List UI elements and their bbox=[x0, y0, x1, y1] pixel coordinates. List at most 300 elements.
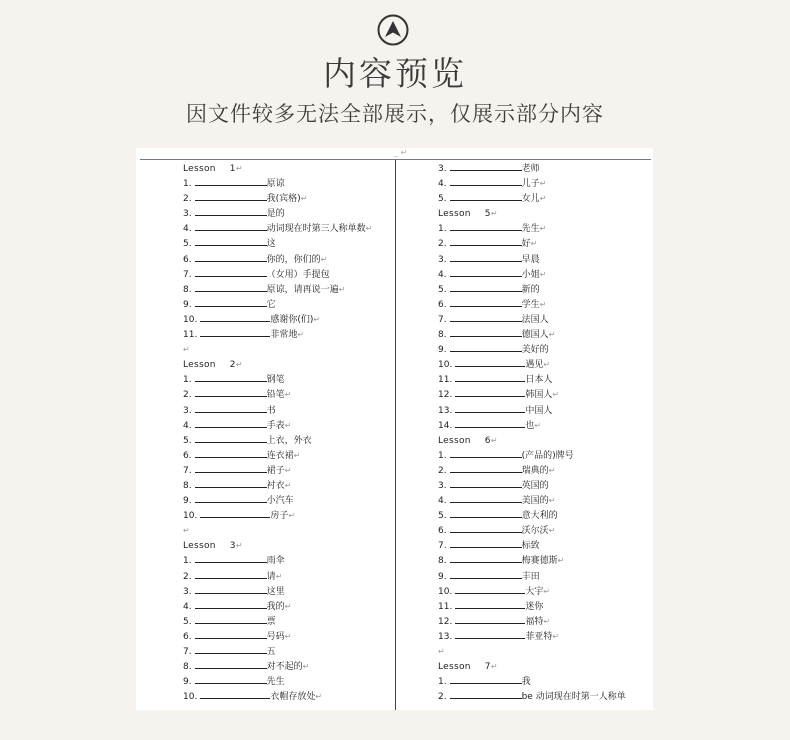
item-number: 5. bbox=[183, 616, 192, 627]
item-number: 6. bbox=[183, 254, 192, 265]
item-number: 5. bbox=[438, 284, 447, 295]
item-meaning: 它 bbox=[266, 299, 276, 310]
item-meaning: 是的 bbox=[266, 209, 285, 220]
return-mark: ↵ bbox=[543, 616, 551, 626]
item-number: 8. bbox=[183, 662, 192, 673]
item-meaning: 对不起的 bbox=[266, 662, 303, 673]
exercise-item bbox=[438, 297, 650, 312]
item-meaning: 原谅，请再说一遍 bbox=[266, 284, 339, 295]
item-number: 9. bbox=[438, 571, 447, 582]
return-mark: ↵ bbox=[320, 254, 328, 264]
item-number: 1. bbox=[183, 179, 192, 190]
item-meaning: 铅笔 bbox=[266, 390, 285, 401]
item-number: 8. bbox=[438, 556, 447, 567]
exercise-item bbox=[183, 267, 393, 282]
lesson-number: 1 bbox=[229, 164, 236, 174]
item-meaning: 衬衣 bbox=[266, 480, 285, 491]
exercise-item bbox=[438, 523, 650, 538]
exercise-item bbox=[438, 629, 650, 644]
item-meaning: 法国人 bbox=[521, 314, 549, 325]
answer-blank bbox=[195, 206, 267, 216]
answer-blank bbox=[200, 312, 270, 322]
item-meaning: 雨伞 bbox=[266, 556, 285, 567]
exercise-item bbox=[183, 463, 393, 478]
item-number: 6. bbox=[183, 450, 192, 461]
item-number: 7. bbox=[183, 269, 192, 280]
right-column bbox=[438, 161, 650, 704]
return-mark: ↵ bbox=[543, 360, 551, 370]
answer-blank bbox=[200, 508, 270, 518]
return-mark: ↵ bbox=[539, 269, 547, 279]
return-mark: ↵ bbox=[235, 541, 243, 551]
item-number: 9. bbox=[438, 345, 447, 356]
exercise-item bbox=[438, 387, 650, 402]
exercise-item bbox=[183, 599, 393, 614]
exercise-item bbox=[438, 493, 650, 508]
return-mark: ↵ bbox=[365, 224, 373, 234]
exercise-item bbox=[438, 161, 650, 176]
return-mark: ↵ bbox=[284, 390, 292, 400]
exercise-item bbox=[438, 689, 650, 704]
lesson-heading bbox=[438, 206, 650, 221]
exercise-item bbox=[438, 236, 650, 251]
item-meaning: 先生 bbox=[266, 677, 285, 688]
lesson-label: Lesson bbox=[438, 209, 471, 220]
answer-blank bbox=[200, 327, 270, 337]
exercise-item bbox=[438, 584, 650, 599]
return-mark: ↵ bbox=[539, 299, 547, 309]
answer-blank bbox=[450, 523, 522, 533]
exercise-item bbox=[438, 221, 650, 236]
lesson-number: 5 bbox=[484, 209, 491, 220]
exercise-item bbox=[183, 584, 393, 599]
return-mark: ↵ bbox=[338, 284, 346, 294]
return-mark: ↵ bbox=[548, 330, 556, 340]
item-meaning: 也 bbox=[525, 420, 535, 431]
return-mark: ↵ bbox=[288, 511, 296, 521]
item-number: 9. bbox=[183, 496, 192, 507]
item-number: 12. bbox=[438, 616, 453, 627]
exercise-item bbox=[438, 357, 650, 372]
answer-blank bbox=[195, 403, 267, 413]
empty-line bbox=[183, 523, 393, 538]
item-meaning: 我(宾格) bbox=[266, 194, 301, 205]
item-meaning: 美国的 bbox=[521, 496, 549, 507]
item-meaning: 大宇 bbox=[525, 586, 544, 597]
exercise-item bbox=[183, 508, 393, 523]
answer-blank bbox=[455, 599, 525, 609]
item-meaning: 手表 bbox=[266, 420, 285, 431]
item-meaning: 我 bbox=[521, 677, 531, 688]
item-meaning: 先生 bbox=[521, 224, 540, 235]
item-meaning: 学生 bbox=[521, 299, 540, 310]
item-number: 4. bbox=[438, 496, 447, 507]
item-meaning: 中国人 bbox=[525, 405, 553, 416]
answer-blank bbox=[455, 372, 525, 382]
item-number: 11. bbox=[183, 330, 198, 341]
lesson-heading bbox=[438, 659, 650, 674]
exercise-item bbox=[183, 387, 393, 402]
document-preview bbox=[136, 148, 653, 710]
exercise-item bbox=[183, 674, 393, 689]
answer-blank bbox=[450, 221, 522, 231]
exercise-item bbox=[438, 372, 650, 387]
answer-blank bbox=[450, 161, 522, 171]
item-meaning: 日本人 bbox=[525, 375, 553, 386]
item-number: 3. bbox=[438, 480, 447, 491]
exercise-item bbox=[183, 327, 393, 342]
return-mark: ↵ bbox=[293, 450, 301, 460]
answer-blank bbox=[195, 493, 267, 503]
exercise-item bbox=[438, 282, 650, 297]
return-mark: ↵ bbox=[313, 314, 321, 324]
item-meaning: 好 bbox=[521, 239, 531, 250]
return-mark: ↵ bbox=[183, 345, 190, 355]
item-meaning: 韩国人 bbox=[525, 390, 553, 401]
lesson-number: 2 bbox=[229, 360, 236, 371]
answer-blank bbox=[195, 267, 267, 277]
exercise-item bbox=[438, 599, 650, 614]
answer-blank bbox=[450, 508, 522, 518]
return-mark: ↵ bbox=[438, 647, 445, 656]
return-mark: ↵ bbox=[530, 239, 538, 249]
lesson-label: Lesson bbox=[438, 662, 471, 673]
exercise-item bbox=[438, 191, 650, 206]
lesson-label: Lesson bbox=[183, 360, 216, 371]
return-mark: ↵ bbox=[548, 526, 556, 536]
item-number: 7. bbox=[438, 541, 447, 552]
item-number: 3. bbox=[183, 586, 192, 597]
answer-blank bbox=[195, 614, 267, 624]
empty-line bbox=[438, 644, 650, 659]
return-mark: ↵ bbox=[284, 420, 292, 430]
answer-blank bbox=[195, 221, 267, 231]
answer-blank bbox=[195, 674, 267, 684]
answer-blank bbox=[455, 357, 525, 367]
item-number: 4. bbox=[183, 224, 192, 235]
item-meaning: （女用）手提包 bbox=[266, 269, 330, 280]
exercise-item bbox=[183, 297, 393, 312]
answer-blank bbox=[450, 236, 522, 246]
exercise-item bbox=[183, 493, 393, 508]
return-mark: ↵ bbox=[284, 465, 292, 475]
exercise-item bbox=[183, 403, 393, 418]
item-meaning: 连衣裙 bbox=[266, 450, 294, 461]
item-meaning: 感谢你(们) bbox=[270, 314, 314, 325]
answer-blank bbox=[195, 553, 267, 563]
item-meaning: 衣帽存放处 bbox=[270, 692, 316, 703]
exercise-item bbox=[438, 674, 650, 689]
exercise-item bbox=[183, 372, 393, 387]
item-number: 4. bbox=[183, 420, 192, 431]
item-meaning: 儿子 bbox=[521, 179, 540, 190]
exercise-item bbox=[183, 553, 393, 568]
item-number: 11. bbox=[438, 375, 453, 386]
item-number: 11. bbox=[438, 601, 453, 612]
item-meaning: 意大利的 bbox=[521, 511, 558, 522]
exercise-item bbox=[438, 312, 650, 327]
item-meaning: 菲亚特 bbox=[525, 631, 553, 642]
exercise-item bbox=[183, 418, 393, 433]
lesson-number: 6 bbox=[484, 435, 491, 446]
item-meaning: 书 bbox=[266, 405, 276, 416]
exercise-item bbox=[183, 221, 393, 236]
lesson-heading bbox=[438, 433, 650, 448]
exercise-item bbox=[183, 629, 393, 644]
answer-blank bbox=[455, 418, 525, 428]
answer-blank bbox=[450, 312, 522, 322]
item-number: 8. bbox=[183, 480, 192, 491]
item-number: 3. bbox=[183, 209, 192, 220]
item-number: 9. bbox=[183, 677, 192, 688]
answer-blank bbox=[195, 448, 267, 458]
exercise-item bbox=[183, 659, 393, 674]
answer-blank bbox=[450, 569, 522, 579]
exercise-item bbox=[183, 478, 393, 493]
answer-blank bbox=[195, 191, 267, 201]
item-number: 12. bbox=[438, 390, 453, 401]
return-mark: ↵ bbox=[543, 586, 551, 596]
return-mark: ↵ bbox=[557, 556, 565, 566]
item-meaning: 新的 bbox=[521, 284, 540, 295]
lesson-heading bbox=[183, 538, 393, 553]
item-meaning: 你的，你们的 bbox=[266, 254, 321, 265]
item-number: 4. bbox=[183, 601, 192, 612]
lesson-label: Lesson bbox=[183, 541, 216, 552]
answer-blank bbox=[195, 599, 267, 609]
answer-blank bbox=[450, 553, 522, 563]
item-meaning: 原谅 bbox=[266, 179, 285, 190]
item-meaning: 这里 bbox=[266, 586, 285, 597]
item-number: 10. bbox=[438, 586, 453, 597]
empty-line bbox=[183, 342, 393, 357]
item-meaning: 上衣，外衣 bbox=[266, 435, 312, 446]
item-meaning: 丰田 bbox=[521, 571, 540, 582]
answer-blank bbox=[195, 569, 267, 579]
item-meaning: 五 bbox=[266, 647, 276, 657]
answer-blank bbox=[450, 282, 522, 292]
answer-blank bbox=[195, 176, 267, 186]
item-number: 2. bbox=[183, 571, 192, 582]
return-mark: ↵ bbox=[539, 224, 547, 234]
answer-blank bbox=[450, 252, 522, 262]
answer-blank bbox=[450, 327, 522, 337]
answer-blank bbox=[195, 584, 267, 594]
return-mark: ↵ bbox=[235, 360, 243, 370]
lesson-number: 7 bbox=[484, 662, 491, 673]
item-meaning: 老师 bbox=[521, 164, 540, 174]
exercise-item bbox=[183, 312, 393, 327]
item-number: 2. bbox=[438, 239, 447, 250]
exercise-item bbox=[438, 614, 650, 629]
lesson-number: 3 bbox=[229, 541, 236, 552]
answer-blank bbox=[450, 297, 522, 307]
return-mark: ↵ bbox=[490, 209, 498, 219]
answer-blank bbox=[450, 689, 522, 699]
item-meaning: 房子 bbox=[270, 511, 289, 522]
item-number: 3. bbox=[438, 164, 447, 174]
item-number: 2. bbox=[183, 390, 192, 401]
exercise-item bbox=[183, 569, 393, 584]
return-mark: ↵ bbox=[300, 194, 308, 204]
item-meaning: 美好的 bbox=[521, 345, 549, 356]
item-meaning: 标致 bbox=[521, 541, 540, 552]
exercise-item bbox=[183, 689, 393, 704]
item-number: 10. bbox=[183, 511, 198, 522]
item-meaning: 钢笔 bbox=[266, 375, 285, 386]
exercise-item bbox=[438, 508, 650, 523]
lesson-label: Lesson bbox=[183, 164, 216, 174]
return-mark: ↵ bbox=[315, 692, 323, 702]
answer-blank bbox=[450, 478, 522, 488]
item-meaning: 请 bbox=[266, 571, 276, 582]
item-meaning: 票 bbox=[266, 616, 276, 627]
answer-blank bbox=[450, 493, 522, 503]
item-meaning: 英国的 bbox=[521, 480, 549, 491]
exercise-item bbox=[183, 191, 393, 206]
item-meaning: 沃尔沃 bbox=[521, 526, 549, 537]
answer-blank bbox=[450, 538, 522, 548]
return-mark: ↵ bbox=[183, 526, 190, 536]
answer-blank bbox=[195, 433, 267, 443]
exercise-item bbox=[438, 252, 650, 267]
answer-blank bbox=[450, 448, 522, 458]
header-mark: _ ↵ bbox=[394, 148, 408, 157]
answer-blank bbox=[195, 418, 267, 428]
item-number: 7. bbox=[438, 314, 447, 325]
item-number: 8. bbox=[438, 330, 447, 341]
answer-blank bbox=[195, 644, 267, 654]
item-number: 10. bbox=[183, 314, 198, 325]
left-column bbox=[183, 161, 393, 704]
answer-blank bbox=[450, 463, 522, 473]
page-title: 内容预览 bbox=[323, 54, 467, 93]
exercise-item bbox=[438, 418, 650, 433]
item-number: 4. bbox=[438, 179, 447, 190]
item-meaning: 这 bbox=[266, 239, 276, 250]
exercise-item bbox=[438, 342, 650, 357]
item-number: 7. bbox=[183, 465, 192, 476]
answer-blank bbox=[195, 252, 267, 262]
answer-blank bbox=[450, 267, 522, 277]
answer-blank bbox=[195, 372, 267, 382]
item-meaning: 号码 bbox=[266, 631, 285, 642]
item-meaning: 裙子 bbox=[266, 465, 285, 476]
exercise-item bbox=[438, 478, 650, 493]
item-number: 2. bbox=[438, 692, 447, 703]
return-mark: ↵ bbox=[539, 179, 547, 189]
return-mark: ↵ bbox=[302, 662, 310, 672]
item-meaning: 动词现在时第三人称单数 bbox=[266, 224, 366, 235]
item-number: 5. bbox=[183, 239, 192, 250]
item-number: 1. bbox=[183, 375, 192, 386]
item-meaning: 德国人 bbox=[521, 330, 549, 341]
exercise-item bbox=[183, 176, 393, 191]
item-number: 10. bbox=[438, 360, 453, 371]
item-meaning: 早晨 bbox=[521, 254, 540, 265]
item-meaning: 小汽车 bbox=[266, 496, 294, 507]
answer-blank bbox=[455, 387, 525, 397]
exercise-item bbox=[183, 282, 393, 297]
item-number: 2. bbox=[438, 465, 447, 476]
exercise-item bbox=[183, 433, 393, 448]
return-mark: ↵ bbox=[284, 631, 292, 641]
exercise-item bbox=[183, 448, 393, 463]
item-meaning: 小姐 bbox=[521, 269, 540, 280]
item-meaning: 瑞典的 bbox=[521, 465, 549, 476]
exercise-item bbox=[438, 448, 650, 463]
answer-blank bbox=[200, 689, 270, 699]
return-mark: ↵ bbox=[548, 496, 556, 506]
exercise-item bbox=[438, 267, 650, 282]
return-mark: ↵ bbox=[552, 631, 560, 641]
answer-blank bbox=[195, 297, 267, 307]
item-number: 5. bbox=[438, 194, 447, 205]
exercise-item bbox=[438, 176, 650, 191]
answer-blank bbox=[195, 387, 267, 397]
answer-blank bbox=[455, 403, 525, 413]
lesson-label: Lesson bbox=[438, 435, 471, 446]
lesson-heading bbox=[183, 161, 393, 176]
answer-blank bbox=[455, 614, 525, 624]
item-number: 13. bbox=[438, 631, 453, 642]
item-number: 7. bbox=[183, 647, 192, 657]
item-number: 9. bbox=[183, 299, 192, 310]
return-mark: ↵ bbox=[539, 194, 547, 204]
return-mark: ↵ bbox=[552, 390, 560, 400]
lesson-heading bbox=[183, 357, 393, 372]
item-meaning: (产品的)牌号 bbox=[521, 450, 574, 461]
exercise-item bbox=[438, 403, 650, 418]
item-number: 1. bbox=[183, 556, 192, 567]
item-number: 5. bbox=[183, 435, 192, 446]
item-meaning: 迷你 bbox=[525, 601, 544, 612]
item-meaning: 我的 bbox=[266, 601, 285, 612]
answer-blank bbox=[450, 674, 522, 684]
item-number: 3. bbox=[438, 254, 447, 265]
exercise-item bbox=[438, 327, 650, 342]
answer-blank bbox=[195, 659, 267, 669]
item-number: 10. bbox=[183, 692, 198, 703]
item-meaning: 女儿 bbox=[521, 194, 540, 205]
return-mark: ↵ bbox=[235, 164, 243, 173]
exercise-item bbox=[183, 252, 393, 267]
exercise-item bbox=[183, 644, 393, 659]
item-number: 6. bbox=[183, 631, 192, 642]
return-mark: ↵ bbox=[284, 480, 292, 490]
return-mark: ↵ bbox=[490, 435, 498, 445]
item-meaning: be 动词现在时第一人称单 bbox=[521, 692, 626, 703]
item-number: 6. bbox=[438, 299, 447, 310]
item-number: 1. bbox=[438, 224, 447, 235]
item-meaning: 福特 bbox=[525, 616, 544, 627]
answer-blank bbox=[455, 584, 525, 594]
exercise-item bbox=[183, 614, 393, 629]
return-mark: ↵ bbox=[297, 330, 305, 340]
exercise-item bbox=[438, 463, 650, 478]
return-mark: ↵ bbox=[284, 601, 292, 611]
return-mark: ↵ bbox=[490, 662, 498, 672]
answer-blank bbox=[195, 629, 267, 639]
item-number: 5. bbox=[438, 511, 447, 522]
item-number: 14. bbox=[438, 420, 453, 431]
exercise-item bbox=[183, 206, 393, 221]
item-meaning: 非常地 bbox=[270, 330, 298, 341]
column-divider bbox=[395, 160, 396, 710]
document-header bbox=[136, 148, 653, 160]
exercise-item bbox=[438, 569, 650, 584]
answer-blank bbox=[450, 176, 522, 186]
